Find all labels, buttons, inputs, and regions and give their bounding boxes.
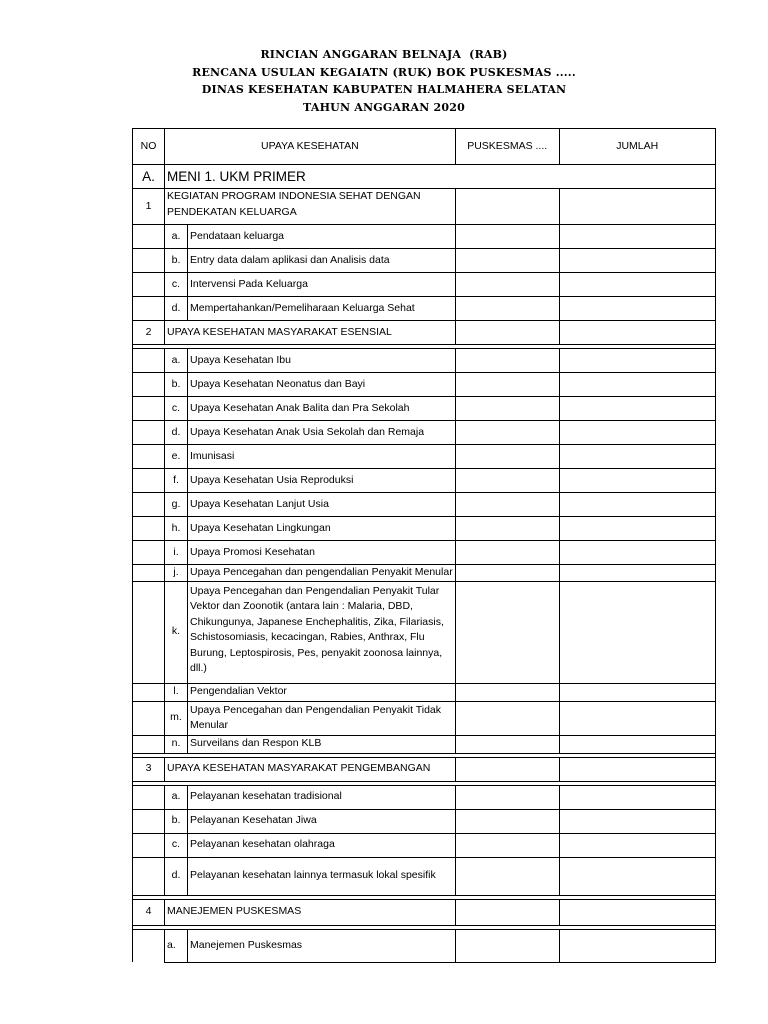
item-text: Pelayanan kesehatan lainnya termasuk lokal spesifik [188, 857, 456, 895]
blank-no-cell [133, 249, 165, 273]
puskesmas-cell[interactable] [455, 785, 559, 809]
group-title: KEGIATAN PROGRAM INDONESIA SEHAT DENGAN PENDEKATAN KELUARGA [165, 189, 456, 225]
puskesmas-cell[interactable] [455, 517, 559, 541]
header-title-line-3: DINAS KESEHATAN KABUPATEN HALMAHERA SELATAN [201, 83, 567, 96]
item-letter: d. [165, 857, 188, 895]
item-row [133, 493, 716, 517]
section-row-a [133, 165, 716, 189]
item-letter: b. [165, 249, 188, 273]
section-label: A. [133, 165, 165, 189]
jumlah-cell[interactable] [559, 565, 715, 582]
puskesmas-cell[interactable] [455, 225, 559, 249]
blank-no-cell [133, 445, 165, 469]
group-number: 3 [133, 757, 165, 781]
item-row [133, 517, 716, 541]
blank-no-cell [133, 785, 165, 809]
jumlah-cell[interactable] [559, 581, 715, 683]
puskesmas-cell[interactable] [455, 273, 559, 297]
item-letter: c. [165, 397, 188, 421]
item-row [133, 225, 716, 249]
item-row [133, 565, 716, 582]
item-row [133, 373, 716, 397]
jumlah-cell[interactable] [559, 809, 715, 833]
blank-no-cell [133, 349, 165, 373]
item-text: Upaya Pencegahan dan Pengendalian Penyakit Tidak Menular [188, 701, 456, 735]
column-header-puskesmas: PUSKESMAS .... [455, 129, 559, 165]
blank-no-cell [133, 297, 165, 321]
item-row [133, 809, 716, 833]
jumlah-cell[interactable] [559, 445, 715, 469]
blank-no-cell [133, 273, 165, 297]
item-row [133, 833, 716, 857]
item-row [133, 297, 716, 321]
puskesmas-cell[interactable] [455, 683, 559, 701]
item-letter: c. [165, 273, 188, 297]
blank-no-cell [133, 683, 165, 701]
item-text: Upaya Promosi Kesehatan [188, 541, 456, 565]
item-text: Mempertahankan/Pemeliharaan Keluarga Sehat [188, 297, 456, 321]
item-text: Entry data dalam aplikasi dan Analisis data [188, 249, 456, 273]
column-header-jumlah: JUMLAH [559, 129, 715, 165]
item-letter: f. [165, 469, 188, 493]
section-title: MENI 1. UKM PRIMER [165, 165, 716, 189]
item-text: Upaya Kesehatan Neonatus dan Bayi [188, 373, 456, 397]
item-text: Upaya Kesehatan Lingkungan [188, 517, 456, 541]
blank-no-cell [133, 565, 165, 582]
item-row [133, 541, 716, 565]
item-text: Pelayanan kesehatan tradisional [188, 785, 456, 809]
item-row [133, 735, 716, 753]
item-letter: h. [165, 517, 188, 541]
table-header-row [133, 129, 716, 165]
item-text: Pelayanan Kesehatan Jiwa [188, 809, 456, 833]
puskesmas-cell[interactable] [455, 857, 559, 895]
item-text: Upaya Kesehatan Usia Reproduksi [188, 469, 456, 493]
item-row [133, 249, 716, 273]
item-row [133, 445, 716, 469]
puskesmas-cell[interactable] [455, 349, 559, 373]
puskesmas-cell[interactable] [455, 735, 559, 753]
blank-no-cell [133, 225, 165, 249]
item-text: Manejemen Puskesmas [188, 929, 456, 962]
puskesmas-cell[interactable] [455, 397, 559, 421]
puskesmas-cell[interactable] [455, 809, 559, 833]
group-row-3 [133, 757, 716, 781]
jumlah-cell[interactable] [559, 929, 715, 962]
item-row [133, 701, 716, 735]
document-header [0, 46, 768, 116]
puskesmas-cell[interactable] [455, 581, 559, 683]
item-text: Intervensi Pada Keluarga [188, 273, 456, 297]
jumlah-cell[interactable] [559, 899, 715, 925]
blank-no-cell [133, 735, 165, 753]
item-letter: a. [165, 349, 188, 373]
blank-no-cell [133, 857, 165, 895]
puskesmas-cell[interactable] [455, 493, 559, 517]
item-letter: e. [165, 445, 188, 469]
blank-no-cell [133, 809, 165, 833]
group-row-1 [133, 189, 716, 225]
item-text: Imunisasi [188, 445, 456, 469]
group-number: 4 [133, 899, 165, 925]
blank-no-cell [133, 493, 165, 517]
blank-no-cell [133, 581, 165, 683]
puskesmas-cell[interactable] [455, 421, 559, 445]
item-text: Upaya Pencegahan dan pengendalian Penyakit Menular [188, 565, 456, 582]
blank-no-cell [133, 421, 165, 445]
item-letter: c. [165, 833, 188, 857]
item-text: Upaya Pencegahan dan Pengendalian Penyakit Tular Vektor dan Zoonotik (antara lain : Malaria, DBD, Chikungunya, Japanese Enchephalitis, Zika, Filariasis, Schistosomiasis, kecacingan, Rabies, Anthrax, Flu Burung, Leptospirosis, Pes, penyakit zoonosa lainnya, dll.) [188, 581, 456, 683]
group-title: UPAYA KESEHATAN MASYARAKAT ESENSIAL [165, 321, 456, 345]
puskesmas-cell[interactable] [455, 373, 559, 397]
blank-no-cell [133, 833, 165, 857]
item-letter: g. [165, 493, 188, 517]
item-text: Upaya Kesehatan Anak Balita dan Pra Sekolah [188, 397, 456, 421]
item-letter: a. [165, 929, 188, 962]
jumlah-cell[interactable] [559, 493, 715, 517]
column-header-upaya-kesehatan: UPAYA KESEHATAN [165, 129, 456, 165]
jumlah-cell[interactable] [559, 701, 715, 735]
group-title: UPAYA KESEHATAN MASYARAKAT PENGEMBANGAN [165, 757, 456, 781]
jumlah-cell[interactable] [559, 757, 715, 781]
puskesmas-cell[interactable] [455, 833, 559, 857]
puskesmas-cell[interactable] [455, 899, 559, 925]
group-number: 2 [133, 321, 165, 345]
puskesmas-cell[interactable] [455, 565, 559, 582]
item-letter: a. [165, 225, 188, 249]
item-row [133, 397, 716, 421]
group-number: 1 [133, 189, 165, 225]
puskesmas-cell[interactable] [455, 297, 559, 321]
header-title-line-1: RINCIAN ANGGARAN BELNAJA (RAB) [260, 48, 508, 61]
item-row [133, 421, 716, 445]
item-row [133, 785, 716, 809]
jumlah-cell[interactable] [559, 785, 715, 809]
item-letter: i. [165, 541, 188, 565]
item-letter: b. [165, 809, 188, 833]
item-letter: d. [165, 421, 188, 445]
jumlah-cell[interactable] [559, 225, 715, 249]
item-row [133, 929, 716, 962]
jumlah-cell[interactable] [559, 189, 715, 225]
group-row-4 [133, 899, 716, 925]
item-text: Pelayanan kesehatan olahraga [188, 833, 456, 857]
item-letter: d. [165, 297, 188, 321]
blank-no-cell [133, 469, 165, 493]
item-row [133, 349, 716, 373]
item-letter: j. [165, 565, 188, 582]
item-text: Upaya Kesehatan Anak Usia Sekolah dan Remaja [188, 421, 456, 445]
item-row [133, 581, 716, 683]
jumlah-cell[interactable] [559, 469, 715, 493]
puskesmas-cell[interactable] [455, 757, 559, 781]
item-letter: b. [165, 373, 188, 397]
jumlah-cell[interactable] [559, 735, 715, 753]
blank-no-cell [133, 929, 165, 962]
puskesmas-cell[interactable] [455, 189, 559, 225]
blank-no-cell [133, 397, 165, 421]
column-header-no: NO [133, 129, 165, 165]
jumlah-cell[interactable] [559, 249, 715, 273]
blank-no-cell [133, 541, 165, 565]
puskesmas-cell[interactable] [455, 445, 559, 469]
header-title-line-2: RENCANA USULAN KEGAIATN (RUK) BOK PUSKESMAS ..... [192, 65, 576, 79]
group-title: MANEJEMEN PUSKESMAS [165, 899, 456, 925]
blank-no-cell [133, 517, 165, 541]
puskesmas-cell[interactable] [455, 249, 559, 273]
item-letter: a. [165, 785, 188, 809]
jumlah-cell[interactable] [559, 321, 715, 345]
item-letter: l. [165, 683, 188, 701]
item-text: Surveilans dan Respon KLB [188, 735, 456, 753]
puskesmas-cell[interactable] [455, 701, 559, 735]
item-row [133, 683, 716, 701]
puskesmas-cell[interactable] [455, 541, 559, 565]
item-row [133, 469, 716, 493]
item-text: Pengendalian Vektor [188, 683, 456, 701]
blank-no-cell [133, 373, 165, 397]
puskesmas-cell[interactable] [455, 321, 559, 345]
jumlah-cell[interactable] [559, 421, 715, 445]
jumlah-cell[interactable] [559, 683, 715, 701]
group-row-2 [133, 321, 716, 345]
item-text: Upaya Kesehatan Lanjut Usia [188, 493, 456, 517]
jumlah-cell[interactable] [559, 397, 715, 421]
jumlah-cell[interactable] [559, 541, 715, 565]
item-letter: k. [165, 581, 188, 683]
jumlah-cell[interactable] [559, 349, 715, 373]
jumlah-cell[interactable] [559, 273, 715, 297]
jumlah-cell[interactable] [559, 857, 715, 895]
jumlah-cell[interactable] [559, 517, 715, 541]
item-text: Pendataan keluarga [188, 225, 456, 249]
budget-table [132, 128, 716, 963]
item-text: Upaya Kesehatan Ibu [188, 349, 456, 373]
item-row [133, 273, 716, 297]
item-row [133, 857, 716, 895]
jumlah-cell[interactable] [559, 833, 715, 857]
item-letter: m. [165, 701, 188, 735]
item-letter: n. [165, 735, 188, 753]
header-title-line-4: TAHUN ANGGARAN 2020 [303, 100, 465, 114]
jumlah-cell[interactable] [559, 297, 715, 321]
blank-no-cell [133, 701, 165, 735]
puskesmas-cell[interactable] [455, 469, 559, 493]
puskesmas-cell[interactable] [455, 929, 559, 962]
jumlah-cell[interactable] [559, 373, 715, 397]
